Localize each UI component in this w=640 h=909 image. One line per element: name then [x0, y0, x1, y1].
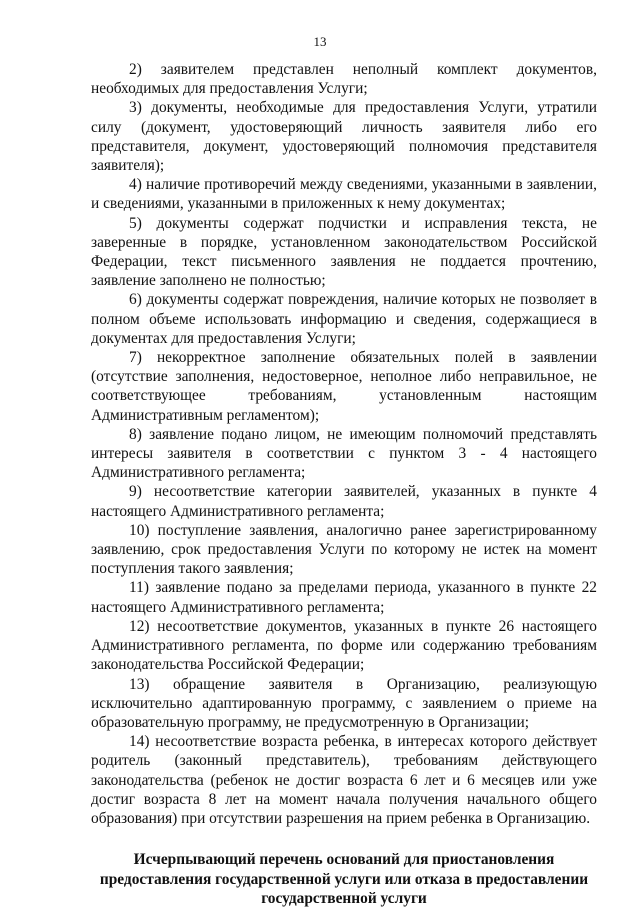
list-item-9: 9) несоответствие категории заявителей, указанных в пункте 4 настоящего Административного регламента; — [91, 483, 597, 520]
section-heading: Исчерпывающий перечень оснований для приостановления предоставления государственной услуги или отказа в предоставлении государственной услуги — [99, 851, 589, 908]
list-item-11: 11) заявление подано за пределами периода, указанного в пункте 22 настоящего Административного регламента; — [91, 579, 597, 616]
document-body — [91, 60, 597, 909]
list-item-3: 3) документы, необходимые для предоставления Услуги, утратили силу (документ, удостоверяющий личность заявителя либо его представителя, документ, удостоверяющий полномочия представителя заявителя); — [91, 99, 597, 175]
list-item-6: 6) документы содержат повреждения, наличие которых не позволяет в полном объеме использовать информацию и сведения, содержащиеся в документах для предоставления Услуги; — [91, 291, 597, 347]
page-number: 13 — [313, 34, 327, 49]
list-item-12: 12) несоответствие документов, указанных в пункте 26 настоящего Административного регламента, по форме или содержанию требованиям законодательства Российской Федерации; — [91, 617, 597, 674]
list-item-5: 5) документы содержат подчистки и исправления текста, не заверенные в порядке, установленном законодательством Российской Федерации, текст письменного заявления не поддается прочтению, заявление заполнено не полностью; — [91, 214, 597, 290]
list-item-10: 10) поступление заявления, аналогично ранее зарегистрированному заявлению, срок предоставления Услуги по которому не истек на момент поступления такого заявления; — [91, 521, 597, 578]
list-item-8: 8) заявление подано лицом, не имеющим полномочий представлять интересы заявителя в соответствии с пунктом 3 - 4 настоящего Административного регламента; — [91, 425, 597, 482]
list-item-4: 4) наличие противоречий между сведениями, указанными в заявлении, и сведениями, указанными в приложенных к нему документах; — [91, 176, 597, 213]
list-item-7: 7) некорректное заполнение обязательных полей в заявлении (отсутствие заполнения, недостоверное, неполное либо неправильное, не соответствующее требованиям, установленным настоящим Административным регламентом); — [91, 349, 597, 424]
list-item-2: 2) заявителем представлен неполный комплект документов, необходимых для предоставления Услуги; — [91, 61, 597, 98]
list-item-14: 14) несоответствие возраста ребенка, в интересах которого действует родитель (законный представитель), требованиям действующего законодательства (ребенок не достиг возраста 6 лет и 6 месяцев или уже достиг возраста 8 лет на момент начала получения начального общего образования) при отсутствии разрешения на прием ребенка в Организацию. — [91, 733, 597, 827]
list-item-13: 13) обращение заявителя в Организацию, реализующую исключительно адаптированную программу, с заявлением о приеме на образовательную программу, не предусмотренную в Организации; — [91, 675, 597, 731]
